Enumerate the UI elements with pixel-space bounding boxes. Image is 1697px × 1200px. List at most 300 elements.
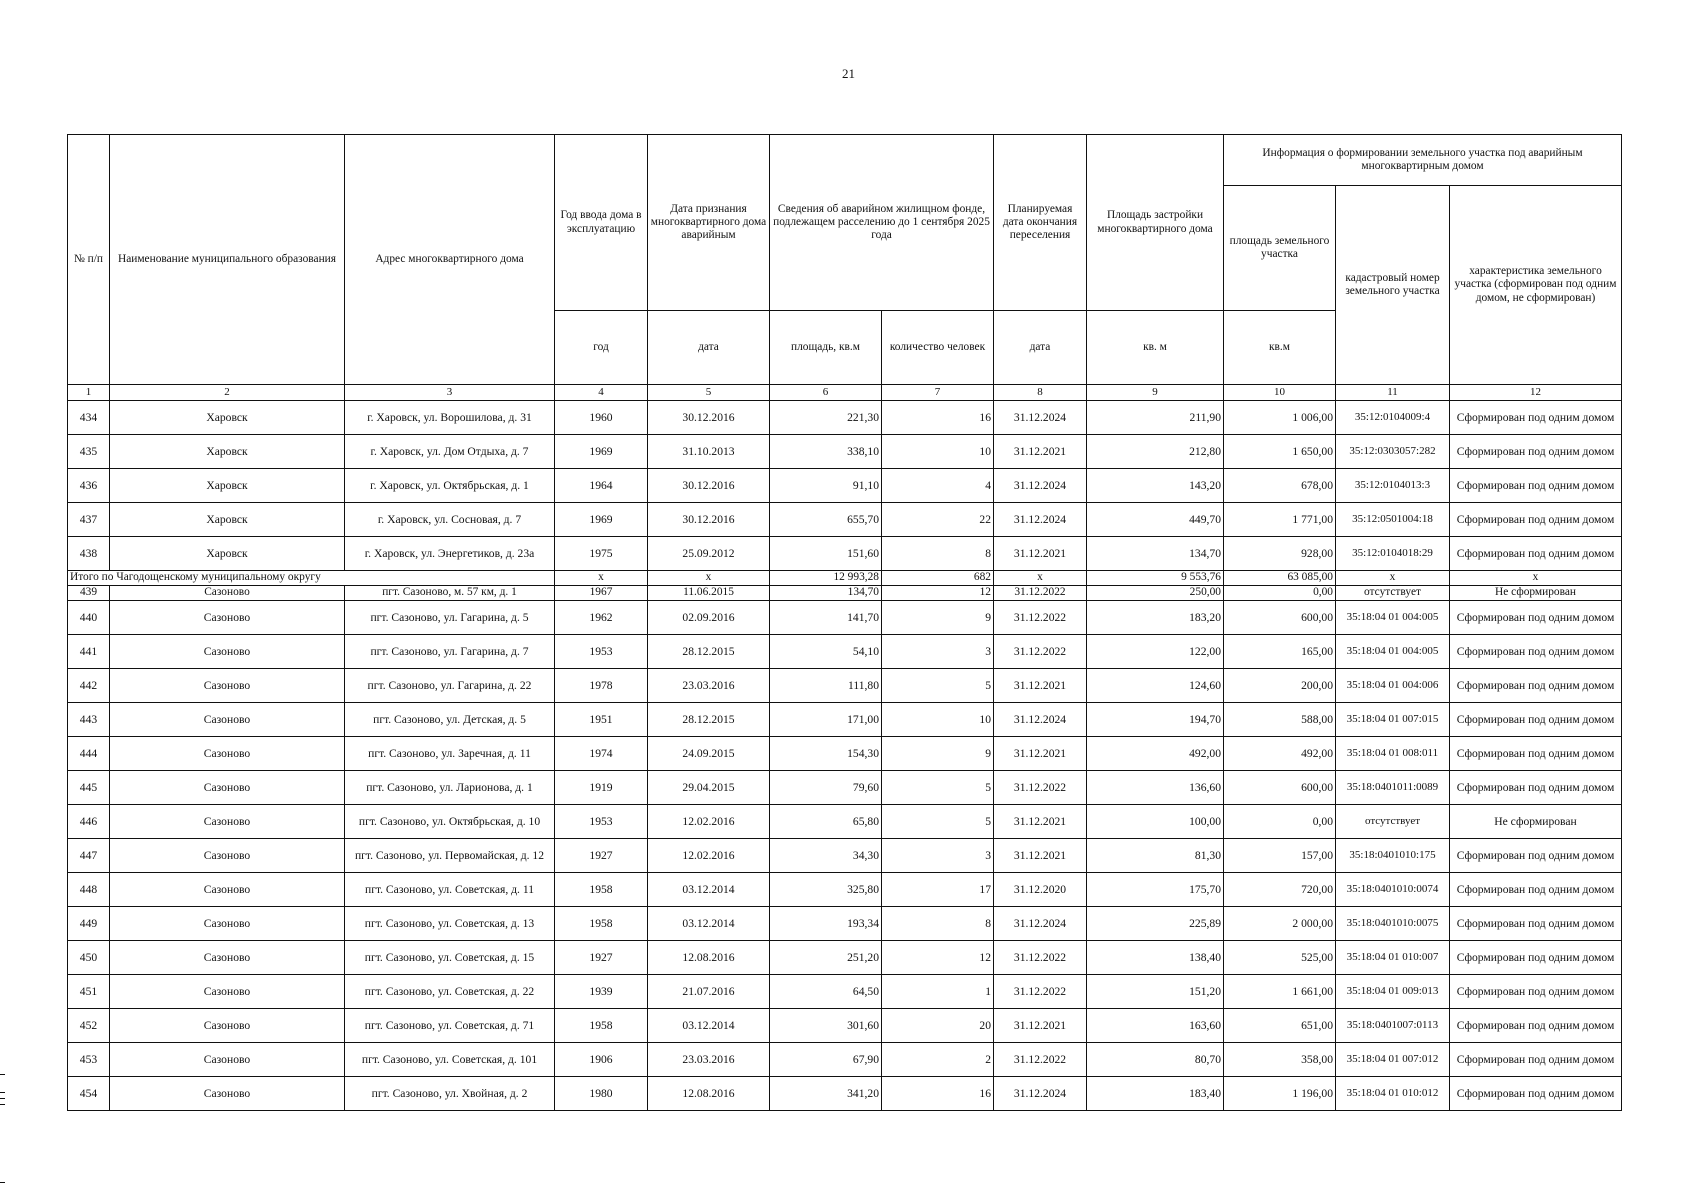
table-cell: 31.12.2021 (994, 537, 1087, 571)
table-cell: 02.09.2016 (648, 601, 770, 635)
table-cell: 1927 (555, 941, 648, 975)
total-cell: 12 993,28 (770, 571, 882, 586)
table-cell: 446 (68, 805, 110, 839)
table-cell: 03.12.2014 (648, 873, 770, 907)
table-cell: 31.12.2021 (994, 1009, 1087, 1043)
table-cell: 35:18:0401010:0074 (1336, 873, 1450, 907)
header-cadastral: кадастровый номер земельного участка (1336, 186, 1450, 385)
table-cell: Сформирован под одним домом (1450, 873, 1622, 907)
table-cell: 1958 (555, 907, 648, 941)
table-cell: 436 (68, 469, 110, 503)
table-cell: 65,80 (770, 805, 882, 839)
table-cell: 31.10.2013 (648, 435, 770, 469)
total-label: Итого по Чагодощенскому муниципальному округу (68, 571, 555, 586)
table-cell: 30.12.2016 (648, 503, 770, 537)
table-cell: 437 (68, 503, 110, 537)
table-cell: 35:18:04 01 004:005 (1336, 635, 1450, 669)
table-cell: 194,70 (1087, 703, 1224, 737)
col-number: 6 (770, 385, 882, 401)
total-cell: х (1336, 571, 1450, 586)
table-cell: Сформирован под одним домом (1450, 601, 1622, 635)
header-unit-people: количество человек (882, 311, 994, 385)
table-cell: 03.12.2014 (648, 1009, 770, 1043)
table-cell: пгт. Сазоново, ул. Первомайская, д. 12 (345, 839, 555, 873)
total-cell: 63 085,00 (1224, 571, 1336, 586)
table-cell: 34,30 (770, 839, 882, 873)
total-cell: 682 (882, 571, 994, 586)
table-cell: 1960 (555, 401, 648, 435)
table-cell: пгт. Сазоново, ул. Заречная, д. 11 (345, 737, 555, 771)
table-cell: 5 (882, 805, 994, 839)
header-municipality: Наименование муниципального образования (110, 135, 345, 385)
table-cell: 454 (68, 1077, 110, 1111)
col-number: 11 (1336, 385, 1450, 401)
table-cell: 211,90 (1087, 401, 1224, 435)
table-row (68, 805, 1622, 839)
table-cell: 9 (882, 737, 994, 771)
table-cell: пгт. Сазоново, ул. Детская, д. 5 (345, 703, 555, 737)
table-cell: пгт. Сазоново, ул. Советская, д. 22 (345, 975, 555, 1009)
table-cell: пгт. Сазоново, ул. Советская, д. 101 (345, 1043, 555, 1077)
table-cell: 35:12:0104009:4 (1336, 401, 1450, 435)
table-cell: 134,70 (1087, 537, 1224, 571)
table-cell: 21.07.2016 (648, 975, 770, 1009)
header-unit-year: год (555, 311, 648, 385)
col-number: 4 (555, 385, 648, 401)
table-cell: 449 (68, 907, 110, 941)
col-number: 5 (648, 385, 770, 401)
table-cell: 1962 (555, 601, 648, 635)
table-cell: 31.12.2022 (994, 635, 1087, 669)
table-cell: 200,00 (1224, 669, 1336, 703)
table-cell: 64,50 (770, 975, 882, 1009)
table-cell: Сазоново (110, 586, 345, 601)
table-cell: 100,00 (1087, 805, 1224, 839)
table-cell: г. Харовск, ул. Энергетиков, д. 23а (345, 537, 555, 571)
table-cell: 1 006,00 (1224, 401, 1336, 435)
table-cell: 12 (882, 941, 994, 975)
table-cell: Сформирован под одним домом (1450, 941, 1622, 975)
table-row (68, 941, 1622, 975)
table-cell: 11.06.2015 (648, 586, 770, 601)
table-cell: 1958 (555, 1009, 648, 1043)
table-cell: 31.12.2024 (994, 469, 1087, 503)
table-row (68, 873, 1622, 907)
table-row (68, 537, 1622, 571)
table-cell: 154,30 (770, 737, 882, 771)
table-cell: 111,80 (770, 669, 882, 703)
total-cell: 9 553,76 (1087, 571, 1224, 586)
table-cell: Сформирован под одним домом (1450, 771, 1622, 805)
col-number: 8 (994, 385, 1087, 401)
table-cell: Сформирован под одним домом (1450, 1009, 1622, 1043)
table-cell: 22 (882, 503, 994, 537)
table-cell: 1 196,00 (1224, 1077, 1336, 1111)
table-cell: 80,70 (1087, 1043, 1224, 1077)
header-num: № п/п (68, 135, 110, 385)
table-cell: 91,10 (770, 469, 882, 503)
table-cell: 434 (68, 401, 110, 435)
table-cell: 31.12.2021 (994, 435, 1087, 469)
table-cell: 449,70 (1087, 503, 1224, 537)
header-unit-kvm2: кв.м (1224, 311, 1336, 385)
table-cell: Сформирован под одним домом (1450, 703, 1622, 737)
table-cell: 1906 (555, 1043, 648, 1077)
table-cell: 225,89 (1087, 907, 1224, 941)
table-cell: 143,20 (1087, 469, 1224, 503)
table-cell: 31.12.2024 (994, 1077, 1087, 1111)
table-cell: Сформирован под одним домом (1450, 669, 1622, 703)
table-cell: 1 (882, 975, 994, 1009)
table-cell: 31.12.2022 (994, 771, 1087, 805)
table-cell: 1964 (555, 469, 648, 503)
table-cell: пгт. Сазоново, ул. Советская, д. 15 (345, 941, 555, 975)
table-cell: 251,20 (770, 941, 882, 975)
table-cell: 443 (68, 703, 110, 737)
col-number: 9 (1087, 385, 1224, 401)
table-cell: 151,60 (770, 537, 882, 571)
header-planned-end: Планируемая дата окончания переселения (994, 135, 1087, 311)
table-cell: пгт. Сазоново, ул. Советская, д. 13 (345, 907, 555, 941)
table-cell: пгт. Сазоново, ул. Ларионова, д. 1 (345, 771, 555, 805)
table-row (68, 503, 1622, 537)
header-recognition-date: Дата признания многоквартирного дома аварийным (648, 135, 770, 311)
table-cell: 445 (68, 771, 110, 805)
table-cell: 157,00 (1224, 839, 1336, 873)
table-cell: 54,10 (770, 635, 882, 669)
table-cell: 928,00 (1224, 537, 1336, 571)
table-cell: Сазоново (110, 669, 345, 703)
table-cell: 136,60 (1087, 771, 1224, 805)
table-cell: 341,20 (770, 1077, 882, 1111)
table-cell: пгт. Сазоново, ул. Советская, д. 11 (345, 873, 555, 907)
table-cell: 28.12.2015 (648, 635, 770, 669)
table-cell: Сформирован под одним домом (1450, 635, 1622, 669)
header-unit-date2: дата (994, 311, 1087, 385)
margin-mark (0, 1092, 5, 1093)
table-cell: 35:12:0501004:18 (1336, 503, 1450, 537)
table-cell: Сазоново (110, 635, 345, 669)
table-cell: 439 (68, 586, 110, 601)
table-cell: 124,60 (1087, 669, 1224, 703)
total-cell: х (555, 571, 648, 586)
col-number: 10 (1224, 385, 1336, 401)
table-cell: 600,00 (1224, 601, 1336, 635)
table-row (68, 737, 1622, 771)
table-cell: Сазоново (110, 805, 345, 839)
table-row (68, 669, 1622, 703)
table-cell: 138,40 (1087, 941, 1224, 975)
table-cell: 12.02.2016 (648, 805, 770, 839)
table-cell: пгт. Сазоново, ул. Хвойная, д. 2 (345, 1077, 555, 1111)
table-cell: 35:18:04 01 010:012 (1336, 1077, 1450, 1111)
table-row (68, 435, 1622, 469)
table-cell: Не сформирован (1450, 586, 1622, 601)
table-cell: 171,00 (770, 703, 882, 737)
table-cell: 1919 (555, 771, 648, 805)
table-cell: 1974 (555, 737, 648, 771)
table-cell: 651,00 (1224, 1009, 1336, 1043)
table-cell: 31.12.2021 (994, 805, 1087, 839)
table-cell: г. Харовск, ул. Сосновая, д. 7 (345, 503, 555, 537)
table-cell: 1951 (555, 703, 648, 737)
table-cell: 31.12.2022 (994, 975, 1087, 1009)
table-cell: Харовск (110, 537, 345, 571)
table-cell: Сазоново (110, 839, 345, 873)
col-number: 7 (882, 385, 994, 401)
header-emergency-fund: Сведения об аварийном жилищном фонде, подлежащем расселению до 1 сентября 2025 года (770, 135, 994, 311)
table-cell: 492,00 (1087, 737, 1224, 771)
table-cell: Сформирован под одним домом (1450, 537, 1622, 571)
table-cell: Сазоново (110, 975, 345, 1009)
table-cell: 452 (68, 1009, 110, 1043)
table-cell: 35:18:04 01 004:006 (1336, 669, 1450, 703)
table-cell: 588,00 (1224, 703, 1336, 737)
table-cell: Сформирован под одним домом (1450, 839, 1622, 873)
table-cell: Харовск (110, 503, 345, 537)
table-cell: 4 (882, 469, 994, 503)
table-cell: 492,00 (1224, 737, 1336, 771)
table-cell: 25.09.2012 (648, 537, 770, 571)
table-cell: 03.12.2014 (648, 907, 770, 941)
table-cell: 151,20 (1087, 975, 1224, 1009)
table-cell: 35:18:0401007:0113 (1336, 1009, 1450, 1043)
table-cell: 28.12.2015 (648, 703, 770, 737)
table-cell: Сазоново (110, 1043, 345, 1077)
table-cell: 16 (882, 401, 994, 435)
table-cell: 12.08.2016 (648, 941, 770, 975)
table-cell: 30.12.2016 (648, 469, 770, 503)
table-cell: 1939 (555, 975, 648, 1009)
total-row (68, 571, 1622, 586)
table-cell: Сформирован под одним домом (1450, 503, 1622, 537)
table-cell: 600,00 (1224, 771, 1336, 805)
table-cell: 451 (68, 975, 110, 1009)
table-cell: 1975 (555, 537, 648, 571)
table-cell: 0,00 (1224, 805, 1336, 839)
table-cell: Сазоново (110, 771, 345, 805)
total-cell: х (994, 571, 1087, 586)
table-cell: 1953 (555, 805, 648, 839)
table-cell: 448 (68, 873, 110, 907)
table-row (68, 1009, 1622, 1043)
table-row (68, 839, 1622, 873)
table-cell: 31.12.2022 (994, 941, 1087, 975)
table-cell: 435 (68, 435, 110, 469)
table-cell: 30.12.2016 (648, 401, 770, 435)
table-cell: Сазоново (110, 941, 345, 975)
margin-mark (0, 1104, 5, 1105)
table-cell: Харовск (110, 435, 345, 469)
table-cell: Сформирован под одним домом (1450, 975, 1622, 1009)
table-cell: 31.12.2024 (994, 503, 1087, 537)
table-cell: 81,30 (1087, 839, 1224, 873)
table-cell: 35:12:0104013:3 (1336, 469, 1450, 503)
table-cell: 655,70 (770, 503, 882, 537)
table-body-total (68, 571, 1622, 601)
table-cell: 9 (882, 601, 994, 635)
table-cell: пгт. Сазоново, ул. Гагарина, д. 7 (345, 635, 555, 669)
table-cell: 0,00 (1224, 586, 1336, 601)
table-cell: пгт. Сазоново, ул. Советская, д. 71 (345, 1009, 555, 1043)
table-cell: 122,00 (1087, 635, 1224, 669)
margin-mark (0, 1182, 5, 1183)
table-cell: 1978 (555, 669, 648, 703)
table-cell: 325,80 (770, 873, 882, 907)
table-cell: г. Харовск, ул. Дом Отдыха, д. 7 (345, 435, 555, 469)
table-cell: 1 650,00 (1224, 435, 1336, 469)
table-cell: 35:18:04 01 008:011 (1336, 737, 1450, 771)
table-cell: 450 (68, 941, 110, 975)
table-cell: 5 (882, 669, 994, 703)
table-cell: 1980 (555, 1077, 648, 1111)
table-cell: пгт. Сазоново, ул. Октябрьская, д. 10 (345, 805, 555, 839)
table-cell: Не сформирован (1450, 805, 1622, 839)
table-cell: Сформирован под одним домом (1450, 907, 1622, 941)
table-cell: 29.04.2015 (648, 771, 770, 805)
table-cell: 1927 (555, 839, 648, 873)
table-cell: 1 771,00 (1224, 503, 1336, 537)
table-cell: г. Харовск, ул. Октябрьская, д. 1 (345, 469, 555, 503)
table-cell: 212,80 (1087, 435, 1224, 469)
table-cell: 441 (68, 635, 110, 669)
table-cell: 8 (882, 537, 994, 571)
table-cell: 31.12.2022 (994, 1043, 1087, 1077)
table-cell: 447 (68, 839, 110, 873)
header-land-area: площадь земельного участка (1224, 186, 1336, 311)
table-cell: Сформирован под одним домом (1450, 435, 1622, 469)
table-cell: 1969 (555, 503, 648, 537)
table-cell: отсутствует (1336, 805, 1450, 839)
table-cell: 20 (882, 1009, 994, 1043)
table-row (68, 635, 1622, 669)
col-number: 1 (68, 385, 110, 401)
table-cell: Сазоново (110, 737, 345, 771)
table-cell: 453 (68, 1043, 110, 1077)
table-cell: 442 (68, 669, 110, 703)
table-row (68, 771, 1622, 805)
table-cell: 31.12.2024 (994, 907, 1087, 941)
table-row (68, 601, 1622, 635)
table-cell: Харовск (110, 401, 345, 435)
table-cell: 3 (882, 839, 994, 873)
table-cell: 12.02.2016 (648, 839, 770, 873)
table-cell: Сазоново (110, 873, 345, 907)
table-cell: Сазоново (110, 907, 345, 941)
table-cell: 16 (882, 1077, 994, 1111)
table-cell: 221,30 (770, 401, 882, 435)
table-cell: 193,34 (770, 907, 882, 941)
table-cell: пгт. Сазоново, м. 57 км, д. 1 (345, 586, 555, 601)
table-cell: Сформирован под одним домом (1450, 401, 1622, 435)
table-cell: 23.03.2016 (648, 1043, 770, 1077)
table-cell: 24.09.2015 (648, 737, 770, 771)
table-cell: 35:12:0104018:29 (1336, 537, 1450, 571)
table-cell: 438 (68, 537, 110, 571)
table-cell: 2 (882, 1043, 994, 1077)
table-cell: Сазоново (110, 1009, 345, 1043)
table-row (68, 469, 1622, 503)
margin-mark (0, 1074, 5, 1075)
table-cell: 525,00 (1224, 941, 1336, 975)
table-cell: 31.12.2022 (994, 586, 1087, 601)
col-number: 12 (1450, 385, 1622, 401)
table-cell: 444 (68, 737, 110, 771)
table-body-kharovsk (68, 401, 1622, 571)
table-cell: 35:12:0303057:282 (1336, 435, 1450, 469)
table-row (68, 1077, 1622, 1111)
table-cell: 31.12.2022 (994, 601, 1087, 635)
table-cell: 23.03.2016 (648, 669, 770, 703)
table-cell: отсутствует (1336, 586, 1450, 601)
table-cell: пгт. Сазоново, ул. Гагарина, д. 22 (345, 669, 555, 703)
table-cell: пгт. Сазоново, ул. Гагарина, д. 5 (345, 601, 555, 635)
table-header (68, 135, 1622, 401)
table-cell: Сформирован под одним домом (1450, 737, 1622, 771)
table-cell: 35:18:04 01 009:013 (1336, 975, 1450, 1009)
table-cell: Сазоново (110, 703, 345, 737)
table-cell: 67,90 (770, 1043, 882, 1077)
table-cell: 8 (882, 907, 994, 941)
header-land-char: характеристика земельного участка (сформирован под одним домом, не сформирован) (1450, 186, 1622, 385)
table-cell: 35:18:0401010:175 (1336, 839, 1450, 873)
table-cell: 12 (882, 586, 994, 601)
total-cell: х (648, 571, 770, 586)
header-unit-date: дата (648, 311, 770, 385)
table-row (68, 1043, 1622, 1077)
table-cell: 17 (882, 873, 994, 907)
table-cell: 440 (68, 601, 110, 635)
col-number: 2 (110, 385, 345, 401)
table-cell: Сформирован под одним домом (1450, 1043, 1622, 1077)
page-number: 21 (842, 66, 855, 81)
table-row (68, 401, 1622, 435)
table-cell: 35:18:04 01 007:012 (1336, 1043, 1450, 1077)
table-row (68, 703, 1622, 737)
table-cell: 1958 (555, 873, 648, 907)
header-build-area: Площадь застройки многоквартирного дома (1087, 135, 1224, 311)
table-cell: г. Харовск, ул. Ворошилова, д. 31 (345, 401, 555, 435)
table-cell: 35:18:04 01 004:005 (1336, 601, 1450, 635)
table-cell: Сформирован под одним домом (1450, 1077, 1622, 1111)
table-cell: 35:18:0401011:0089 (1336, 771, 1450, 805)
table-cell: 35:18:04 01 007:015 (1336, 703, 1450, 737)
header-year-built: Год ввода дома в эксплуатацию (555, 135, 648, 311)
table-cell: Сазоново (110, 601, 345, 635)
header-unit-kvm: кв. м (1087, 311, 1224, 385)
table-cell: 12.08.2016 (648, 1077, 770, 1111)
table-cell: 31.12.2021 (994, 839, 1087, 873)
table-cell: 358,00 (1224, 1043, 1336, 1077)
table-cell: 10 (882, 435, 994, 469)
header-unit-area: площадь, кв.м (770, 311, 882, 385)
table-cell: 31.12.2021 (994, 669, 1087, 703)
table-cell: 31.12.2020 (994, 873, 1087, 907)
table-cell: 1967 (555, 586, 648, 601)
table-cell: 301,60 (770, 1009, 882, 1043)
table-cell: 35:18:04 01 010:007 (1336, 941, 1450, 975)
col-number: 3 (345, 385, 555, 401)
table-cell: 31.12.2024 (994, 401, 1087, 435)
table-cell: 79,60 (770, 771, 882, 805)
table-cell: 1969 (555, 435, 648, 469)
table-cell: 35:18:0401010:0075 (1336, 907, 1450, 941)
table-cell: 134,70 (770, 586, 882, 601)
header-land-info: Информация о формировании земельного участка под аварийным многоквартирным домом (1224, 135, 1622, 186)
table-cell: 1 661,00 (1224, 975, 1336, 1009)
table-cell: 165,00 (1224, 635, 1336, 669)
table-cell: 10 (882, 703, 994, 737)
